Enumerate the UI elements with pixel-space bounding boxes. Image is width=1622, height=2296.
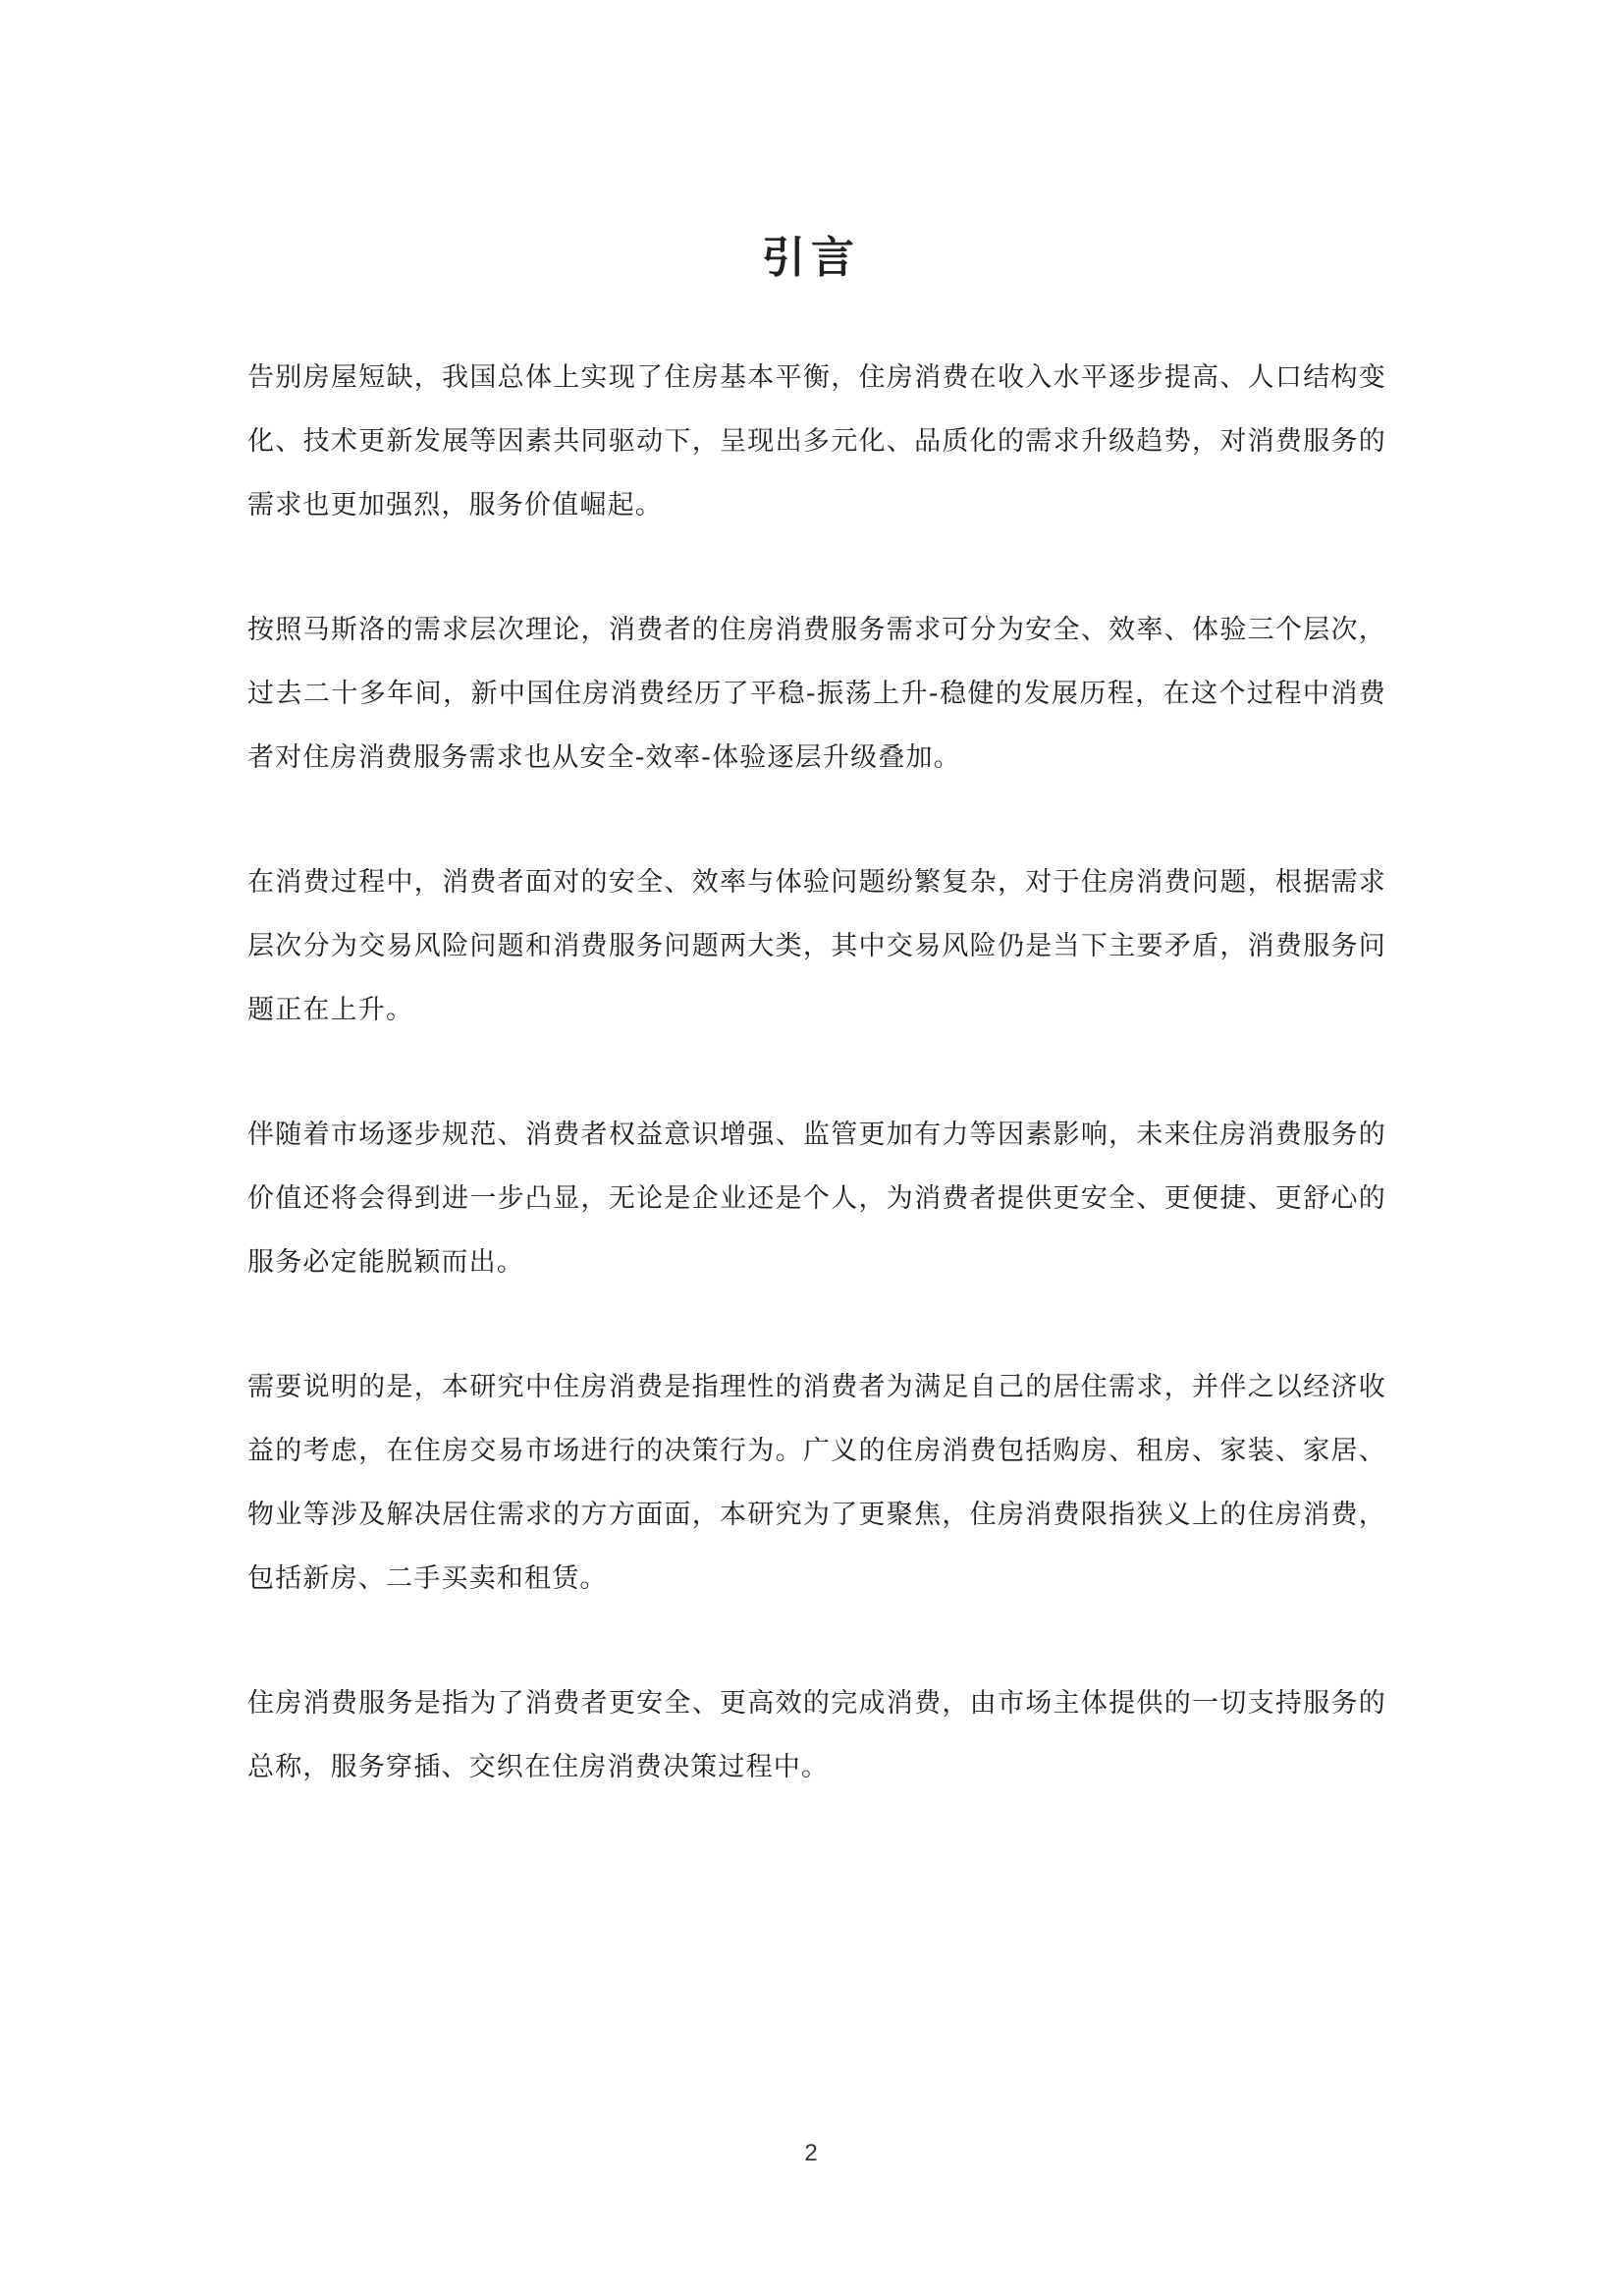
paragraph-4: 伴随着市场逐步规范、消费者权益意识增强、监管更加有力等因素影响，未来住房消费服务的价值还将会得到进一步凸显，无论是企业还是个人，为消费者提供更安全、更便捷、更舒心的服务必定能脱颖而出。 xyxy=(247,1120,1386,1278)
paragraph-3: 在消费过程中，消费者面对的安全、效率与体验问题纷繁复杂，对于住房消费问题，根据需求层次分为交易风险问题和消费服务问题两大类，其中交易风险仍是当下主要矛盾，消费服务问题正在上升。 xyxy=(247,867,1386,1025)
paragraph-2: 按照马斯洛的需求层次理论，消费者的住房消费服务需求可分为安全、效率、体验三个层次，过去二十多年间，新中国住房消费经历了平稳-振荡上升-稳健的发展历程，在这个过程中消费者对住房消费服务需求也从安全-效率-体验逐层升级叠加。 xyxy=(247,615,1386,773)
paragraph-1: 告别房屋短缺，我国总体上实现了住房基本平衡，住房消费在收入水平逐步提高、人口结构变化、技术更新发展等因素共同驱动下，呈现出多元化、品质化的需求升级趋势，对消费服务的需求也更加强烈，服务价值崛起。 xyxy=(247,362,1386,520)
paragraph-5: 需要说明的是，本研究中住房消费是指理性的消费者为满足自己的居住需求，并伴之以经济收益的考虑，在住房交易市场进行的决策行为。广义的住房消费包括购房、租房、家装、家居、物业等涉及解决居住需求的方方面面，本研究为了更聚焦，住房消费限指狭义上的住房消费，包括新房、二手买卖和租赁。 xyxy=(247,1372,1386,1594)
page-number: 2 xyxy=(804,2140,818,2166)
page-title: 引言 xyxy=(762,233,860,284)
paragraph-6: 住房消费服务是指为了消费者更安全、更高效的完成消费，由市场主体提供的一切支持服务的总称，服务穿插、交织在住房消费决策过程中。 xyxy=(247,1688,1386,1782)
body-text xyxy=(247,346,1386,1860)
